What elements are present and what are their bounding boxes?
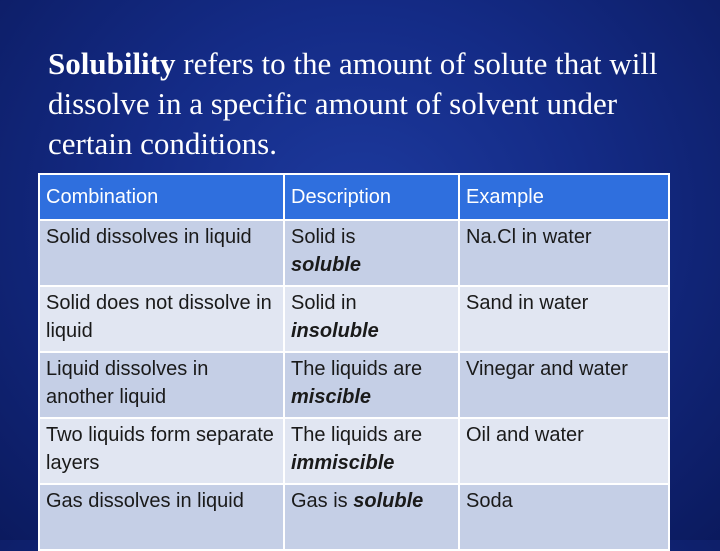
cell-combination: Solid does not dissolve in liquid	[39, 286, 284, 352]
description-text: The liquids are	[291, 424, 423, 446]
slide-heading	[48, 44, 698, 164]
cell-example: Soda	[459, 484, 669, 550]
cell-example: Vinegar and water	[459, 352, 669, 418]
cell-combination: Liquid dissolves in another liquid	[39, 352, 284, 418]
cell-description	[284, 220, 459, 286]
table-row	[39, 286, 669, 352]
heading-term: Solubility	[48, 46, 176, 81]
description-text: Solid in	[291, 292, 357, 314]
description-text: The liquids are	[291, 358, 423, 380]
cell-example: Oil and water	[459, 418, 669, 484]
cell-combination: Two liquids form separate layers	[39, 418, 284, 484]
description-term: insoluble	[291, 320, 379, 342]
cell-description	[284, 286, 459, 352]
table-header-row	[39, 174, 669, 220]
heading-text: refers to the amount of solute that will dissolve in a specific amount of solvent under certain conditions.	[48, 46, 658, 161]
description-term: immiscible	[291, 452, 395, 474]
table-row	[39, 484, 669, 550]
description-term: soluble	[291, 254, 362, 276]
description-text: Gas is	[291, 490, 348, 512]
description-term: soluble	[353, 490, 424, 512]
header-combination: Combination	[39, 174, 284, 220]
header-description: Description	[284, 174, 459, 220]
description-term: miscible	[291, 386, 372, 408]
cell-example: Na.Cl in water	[459, 220, 669, 286]
cell-description	[284, 484, 459, 550]
header-example: Example	[459, 174, 669, 220]
solubility-table	[38, 173, 670, 551]
cell-combination: Gas dissolves in liquid	[39, 484, 284, 550]
table-row	[39, 418, 669, 484]
cell-description	[284, 352, 459, 418]
cell-description	[284, 418, 459, 484]
description-text: Solid is	[291, 226, 356, 248]
cell-example: Sand in water	[459, 286, 669, 352]
table-row	[39, 220, 669, 286]
cell-combination: Solid dissolves in liquid	[39, 220, 284, 286]
table-row	[39, 352, 669, 418]
